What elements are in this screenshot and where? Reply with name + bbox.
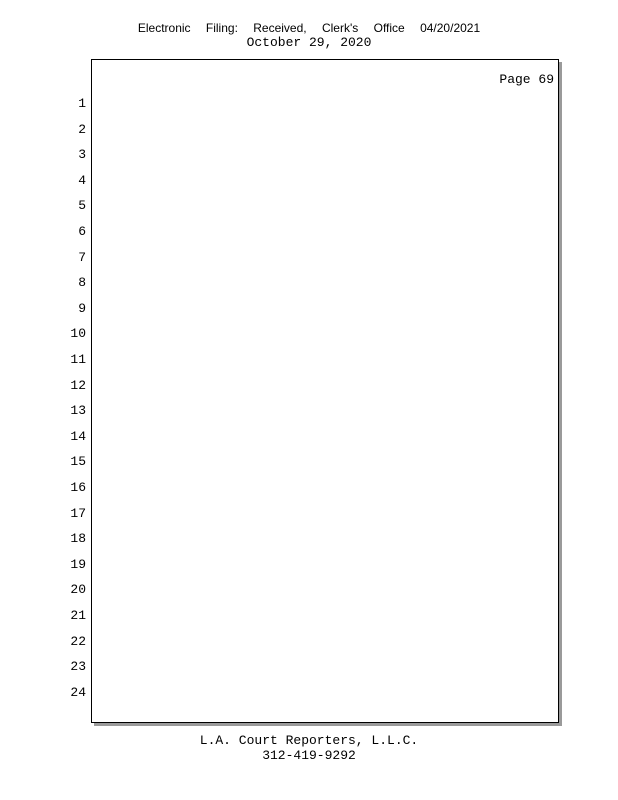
line-number: 22 <box>70 634 86 649</box>
transcript-page <box>91 59 559 723</box>
line-number: 10 <box>70 326 86 341</box>
line-number: 17 <box>70 506 86 521</box>
line-number: 4 <box>78 173 86 188</box>
line-number: 20 <box>70 582 86 597</box>
line-number: 5 <box>78 198 86 213</box>
line-number: 14 <box>70 429 86 444</box>
stamp-word: Filing: <box>205 21 238 35</box>
line-number: 7 <box>78 250 86 265</box>
reporter-company: L.A. Court Reporters, L.L.C. <box>199 733 419 748</box>
filing-stamp <box>0 21 618 35</box>
footer <box>0 733 618 763</box>
reporter-phone: 312-419-9292 <box>262 748 356 763</box>
line-number: 16 <box>70 480 86 495</box>
transcript-date: October 29, 2020 <box>246 35 372 50</box>
stamp-word: 04/20/2021 <box>420 21 481 35</box>
line-number: 19 <box>70 557 86 572</box>
line-number: 8 <box>78 275 86 290</box>
line-number: 18 <box>70 531 86 546</box>
line-number: 6 <box>78 224 86 239</box>
line-number: 24 <box>70 685 86 700</box>
line-number: 11 <box>70 352 86 367</box>
stamp-word: Clerk's <box>321 21 359 35</box>
line-number: 13 <box>70 403 86 418</box>
stamp-word: Office <box>373 21 405 35</box>
line-number: 2 <box>78 122 86 137</box>
line-number: 23 <box>70 659 86 674</box>
stamp-word: Received, <box>253 21 307 35</box>
line-number: 12 <box>70 378 86 393</box>
line-number: 21 <box>70 608 86 623</box>
line-number: 9 <box>78 301 86 316</box>
line-number: 3 <box>78 147 86 162</box>
page-number: Page 69 <box>499 72 554 87</box>
line-number: 1 <box>78 96 86 111</box>
stamp-word: Electronic <box>137 21 191 35</box>
line-number: 15 <box>70 454 86 469</box>
